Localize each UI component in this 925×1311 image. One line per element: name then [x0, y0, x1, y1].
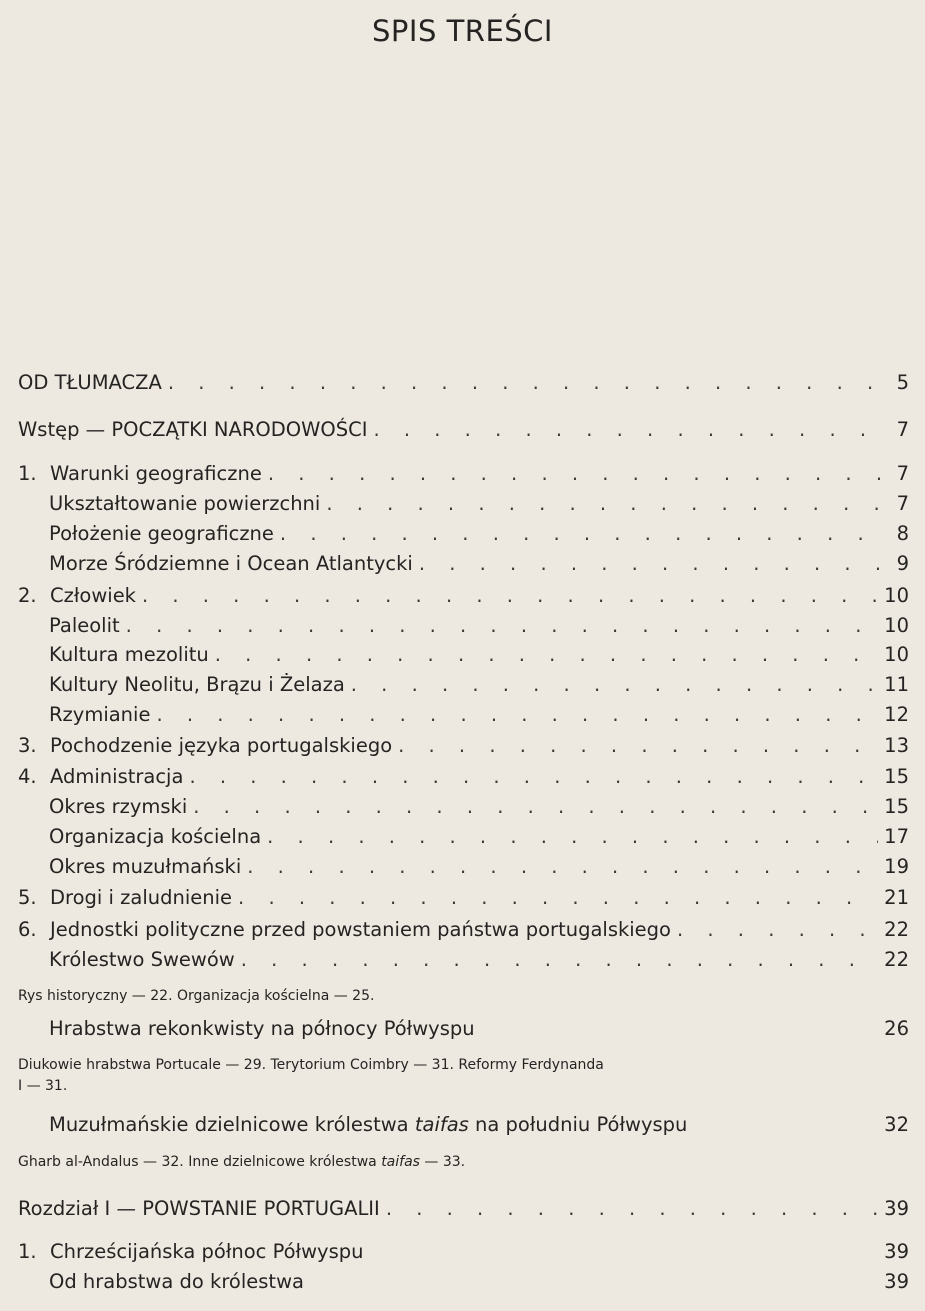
toc-entry-okres-rzymski — [49, 795, 909, 825]
toc-page-number: 17 — [884, 825, 909, 848]
toc-page-number: 15 — [884, 795, 909, 818]
toc-entry-number: 2. — [18, 584, 37, 607]
toc-page-number: 39 — [884, 1270, 909, 1293]
toc-entry-czlowiek — [18, 584, 909, 614]
toc-page-number: 11 — [884, 673, 909, 696]
toc-page-number: 5 — [896, 371, 909, 394]
toc-entry-jednostki — [18, 918, 909, 948]
toc-page-number: 10 — [884, 614, 909, 637]
toc-entry-number: 3. — [18, 734, 37, 757]
toc-entry-label: Organizacja kościelna — [49, 825, 262, 848]
toc-entry-label: Rzymianie — [49, 703, 151, 726]
toc-entry-rzymianie — [49, 703, 909, 733]
page-title: SPIS TREŚCI — [372, 14, 553, 48]
dot-leader — [247, 855, 878, 878]
toc-entry-administracja — [18, 765, 909, 795]
toc-entry-label: Drogi i zaludnienie — [50, 886, 233, 909]
toc-entry-label: Chrześcijańska północ Półwyspu — [50, 1240, 364, 1263]
dot-leader — [193, 795, 878, 818]
toc-entry-label: Okres muzułmański — [49, 855, 242, 878]
toc-entry-drogi — [18, 886, 909, 916]
toc-page-number: 8 — [896, 522, 909, 545]
toc-entry-label: Kultura mezolitu — [49, 643, 209, 666]
toc-subtopics-hrabstwa — [18, 1055, 845, 1097]
subtopics-part: — 33. — [419, 1154, 466, 1170]
toc-page-number: 32 — [884, 1113, 909, 1136]
toc-page-number: 10 — [884, 643, 909, 666]
toc-page-number: 12 — [884, 703, 909, 726]
label-italic-part: taifas — [414, 1113, 469, 1136]
toc-entry-morze — [49, 552, 909, 582]
toc-page-number: 7 — [896, 462, 909, 485]
toc-entry-label: Od hrabstwa do królestwa — [49, 1270, 304, 1293]
toc-page-number: 19 — [884, 855, 909, 878]
label-part: na południu Półwyspu — [468, 1113, 688, 1136]
toc-entry-uksztaltowanie — [49, 492, 909, 522]
toc-entry-label — [49, 1113, 687, 1136]
subtopics-part: Gharb al-Andalus — 32. Inne dzielnicowe królestwa — [18, 1154, 382, 1170]
toc-page-number: 13 — [884, 734, 909, 757]
toc-entry-label: Królestwo Swewów — [49, 948, 235, 971]
toc-entry-label: Jednostki polityczne przed powstaniem państwa portugalskiego — [50, 918, 671, 941]
toc-entry-label: Administracja — [50, 765, 184, 788]
toc-entry-number: 4. — [18, 765, 37, 788]
dot-leader — [241, 948, 878, 971]
toc-entry-label: Hrabstwa rekonkwisty na północy Półwyspu — [49, 1017, 475, 1040]
toc-entry-label: Człowiek — [50, 584, 136, 607]
toc-entry-label: Wstęp — POCZĄTKI NARODOWOŚCI — [18, 418, 368, 441]
toc-entry-label: Okres rzymski — [49, 795, 188, 818]
subtopics-italic-part: taifas — [381, 1154, 420, 1170]
toc-page-number: 9 — [896, 552, 909, 575]
dot-leader — [168, 371, 881, 394]
dot-leader — [419, 552, 881, 575]
toc-entry-number: 5. — [18, 886, 37, 909]
dot-leader — [373, 418, 881, 441]
toc-page-number: 7 — [896, 418, 909, 441]
toc-entry-rozdzial-1 — [18, 1197, 909, 1227]
dot-leader — [398, 734, 878, 757]
toc-page-number: 10 — [884, 584, 909, 607]
dot-leader — [386, 1197, 878, 1220]
toc-page-number: 7 — [896, 492, 909, 515]
subtopics-line: Diukowie hrabstwa Portucale — 29. Terytorium Coimbry — 31. Reformy Ferdynanda — [18, 1057, 604, 1073]
toc-entry-label: Położenie geograficzne — [49, 522, 274, 545]
toc-entry-od-tlumacza — [18, 371, 909, 401]
toc-entry-paleolit — [49, 614, 909, 644]
toc-entry-label: Morze Śródziemne i Ocean Atlantycki — [49, 552, 413, 575]
toc-entry-warunki — [18, 462, 909, 492]
dot-leader — [238, 886, 878, 909]
toc-entry-label: OD TŁUMACZA — [18, 371, 162, 394]
toc-entry-label: Warunki geograficzne — [50, 462, 262, 485]
toc-page-number: 39 — [884, 1197, 909, 1220]
toc-entry-label: Rozdział I — POWSTANIE PORTUGALII — [18, 1197, 380, 1220]
toc-entry-chrzescijanska — [18, 1240, 909, 1270]
toc-entry-polozenie — [49, 522, 909, 552]
toc-entry-wstep — [18, 418, 909, 448]
dot-leader — [326, 492, 881, 515]
dot-leader — [280, 522, 881, 545]
toc-entry-swewow — [49, 948, 909, 978]
toc-page-number: 22 — [884, 918, 909, 941]
toc-entry-taifas — [49, 1113, 909, 1143]
label-part: Muzułmańskie dzielnicowe królestwa — [49, 1113, 415, 1136]
toc-entry-label: Ukształtowanie powierzchni — [49, 492, 321, 515]
dot-leader — [156, 703, 878, 726]
dot-leader — [677, 918, 878, 941]
toc-entry-number: 1. — [18, 462, 37, 485]
toc-entry-label: Kultury Neolitu, Brązu i Żelaza — [49, 673, 345, 696]
toc-entry-okres-muzulmanski — [49, 855, 909, 885]
toc-entry-organizacja — [49, 825, 909, 855]
toc-entry-od-hrabstwa — [49, 1270, 909, 1300]
toc-entry-pochodzenie — [18, 734, 909, 764]
toc-page-number: 15 — [884, 765, 909, 788]
dot-leader — [215, 643, 878, 666]
toc-page-number: 26 — [884, 1017, 909, 1040]
toc-entry-mezolit — [49, 643, 909, 673]
toc-entry-hrabstwa — [49, 1017, 909, 1047]
toc-entry-neolit — [49, 673, 909, 703]
dot-leader — [267, 825, 878, 848]
toc-page-number: 21 — [884, 886, 909, 909]
toc-entry-label: Pochodzenie języka portugalskiego — [50, 734, 393, 757]
toc-entry-number: 6. — [18, 918, 37, 941]
dot-leader — [268, 462, 881, 485]
toc-entry-label: Paleolit — [49, 614, 120, 637]
toc-subtopics-taifas — [18, 1152, 845, 1173]
toc-entry-number: 1. — [18, 1240, 37, 1263]
toc-page-number: 22 — [884, 948, 909, 971]
subtopics-line: I — 31. — [18, 1078, 68, 1094]
dot-leader — [142, 584, 878, 607]
dot-leader — [126, 614, 879, 637]
dot-leader — [351, 673, 878, 696]
dot-leader — [189, 765, 878, 788]
toc-subtopics-swewow: Rys historyczny — 22. Organizacja kościelna — 25. — [18, 988, 375, 1004]
toc-page-number: 39 — [884, 1240, 909, 1263]
